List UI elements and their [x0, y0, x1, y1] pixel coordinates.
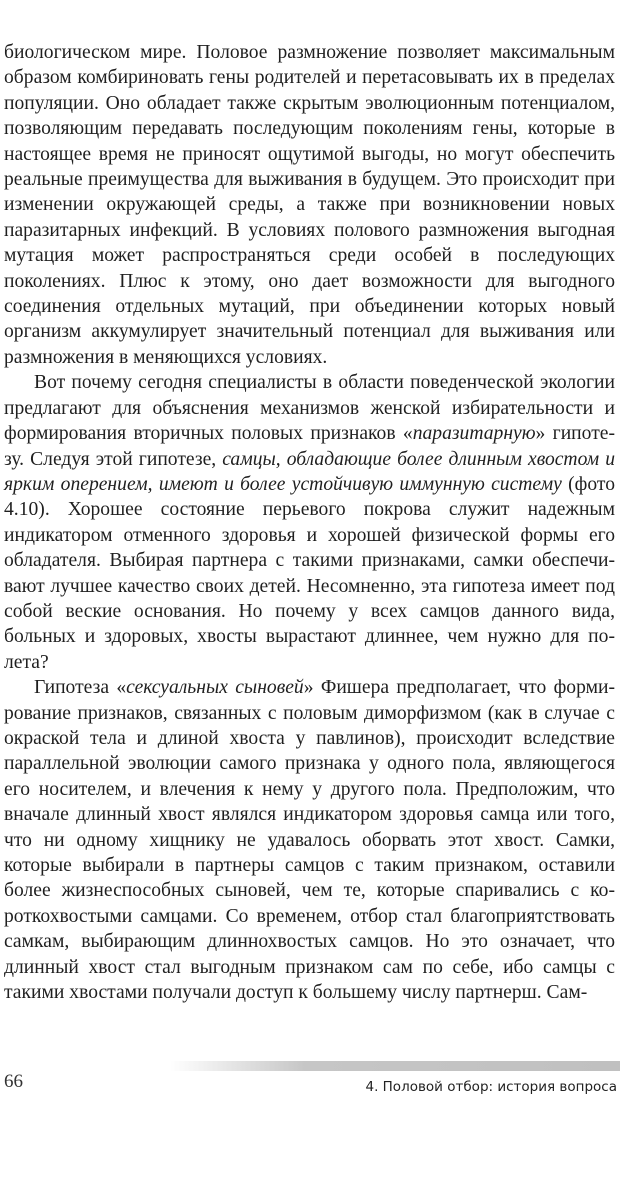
paragraph-2 — [4, 370, 615, 675]
text-run: Вот почему сегодня специалисты в области поведенческой экологии предлагают для объяснения механизмов женской избирательности и формирования вторичных половых признаков « — [4, 372, 615, 445]
text-run: (фото 4.10). Хорошее состояние перьевого покрова служит надежным индикатором отменного здоровья и хорошей физической формы его обладателя. Выбирая партнера с такими признаками, самки обеспечивают лучшее качество своих детей. Несомненно, эта гипотеза имеет под собой веские основания. Но почему у всех самцов данного вида, больных и здоровых, хвосты вырастают длиннее, чем нужно для полета? — [4, 473, 616, 673]
body-text — [4, 40, 615, 1005]
text-run: Гипотеза « — [34, 677, 127, 699]
text-run: » гипотезу. Следуя этой гипотезе, — [4, 423, 615, 470]
paragraph-3 — [4, 675, 615, 1005]
footer-rule — [170, 1061, 620, 1071]
paragraph-1 — [4, 40, 615, 370]
text-run: » Фишера предполагает, что формирование признаков, связанных с половым диморфизмом (как в случае с окраской тела и длиной хвоста у павлинов), происходит вследствие параллельной эволюции самого признака у одного пола, являющегося его носителем, и влечения к нему у другого пола. Предположим, что вначале длинный хвост являлся индикатором здоровья самца или того, что ни одному хищнику не удавалось оборвать этот хвост. Самки, которые выбирали в партнеры самцов с таким признаком, оставили более жизнеспособных сыновей, чем те, которые спаривались с короткохвостыми самцами. Со временем, отбор стал благоприятствовать самкам, выбирающим длиннохвостых самцов. Но это означает, что длинный хвост стал выгодным признаком сам по себе, ибо самцы с такими хвостами получали доступ к большему числу партнерш. Сам- — [4, 677, 615, 1004]
italic-text-run: сексуальных сыновей — [126, 677, 304, 699]
italic-text-run: самцы, обладающие более длинным хвостом и ярким оперением, имеют и более устойчивую иммунную систему — [4, 448, 615, 495]
running-head: 4. Половой отбор: история вопроса — [365, 1079, 617, 1095]
italic-text-run: паразитарную — [412, 423, 536, 445]
page-number: 66 — [4, 1071, 23, 1092]
text-run: биологическом мире. Половое размножение позволяет максимальным образом комбириновать гены родителей и перетасовывать их в пределах популяции. Оно обладает также скрытым эволюционным потенциалом, позволяющим передавать последующим поколениям гены, которые в настоящее время не приносят ощутимой выгоды, но могут обеспечить реальные преимущества для выживания в будущем. Это происходит при изменении окружающей среды, а также при возникновении новых паразитарных инфекций. В условиях полового размножения выгодная мутация может распространяться среди особей в последующих поколениях. Плюс к этому, оно дает возможности для выгодного соединения отдельных мутаций, при объединении которых новый организм аккумулирует значительный потенциал для выживания или размножения в меняющихся условиях. — [4, 42, 615, 368]
